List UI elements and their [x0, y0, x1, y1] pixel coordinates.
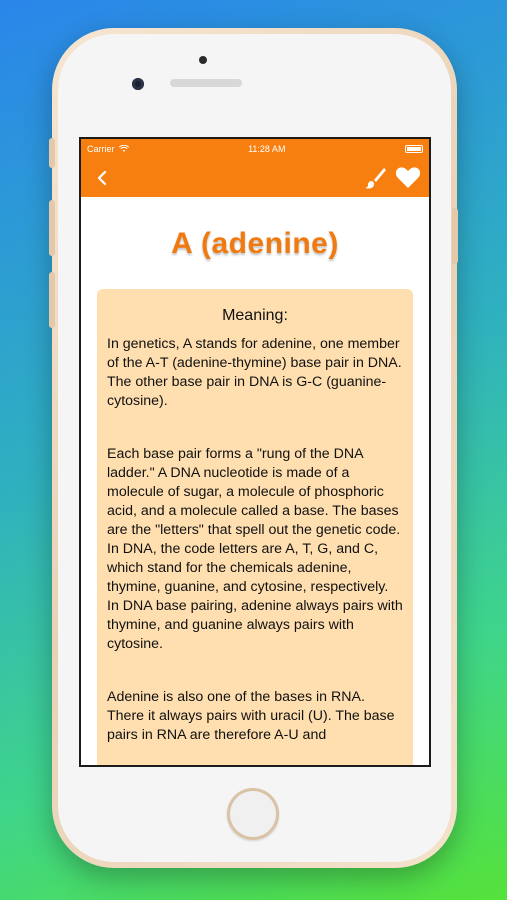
wifi-icon	[119, 145, 129, 153]
status-left	[87, 144, 129, 154]
meaning-text	[107, 335, 403, 745]
status-bar	[81, 139, 429, 159]
volume-down-button	[49, 272, 55, 328]
battery-icon	[405, 145, 423, 153]
earpiece-speaker	[170, 79, 242, 87]
status-time: 11:28 AM	[248, 144, 286, 154]
nav-bar	[81, 159, 429, 197]
front-camera	[132, 78, 144, 90]
carrier-label: Carrier	[87, 144, 115, 154]
meaning-card	[97, 289, 413, 767]
theme-brush-button[interactable]	[363, 166, 387, 190]
power-button	[452, 208, 458, 264]
chevron-left-icon	[93, 168, 113, 188]
meaning-paragraph: Adenine is also one of the bases in RNA. There it always pairs with uracil (U). The base pairs in RNA are therefore A-U and	[107, 689, 395, 743]
term-title: A (adenine)	[171, 227, 339, 260]
app-screen	[79, 137, 431, 767]
meaning-paragraph: In genetics, A stands for adenine, one member of the A-T (adenine-thymine) base pair in DNA. The other base pair in DNA is G-C (guanine-cytosine).	[107, 336, 402, 409]
meaning-heading: Meaning:	[222, 307, 288, 324]
meaning-paragraph: Each base pair forms a "rung of the DNA ladder." A DNA nucleotide is made of a molecule of sugar, a molecule of phosphoric acid, and a molecule called a base. The bases are the "letters" that spell out the genetic code. In DNA, the code letters are A, T, G, and C, which stand for the chemicals adenine, thymine, guanine, and cytosine, respectively. In DNA base pairing, adenine always pairs with thymine, and guanine always pairs with cytosine.	[107, 446, 403, 652]
paintbrush-icon	[363, 166, 387, 190]
proximity-sensor	[199, 56, 207, 64]
home-button[interactable]	[227, 788, 279, 840]
back-button[interactable]	[93, 168, 113, 188]
favorite-button[interactable]	[395, 166, 421, 190]
mute-switch	[49, 138, 55, 168]
volume-up-button	[49, 200, 55, 256]
heart-icon	[395, 166, 421, 190]
